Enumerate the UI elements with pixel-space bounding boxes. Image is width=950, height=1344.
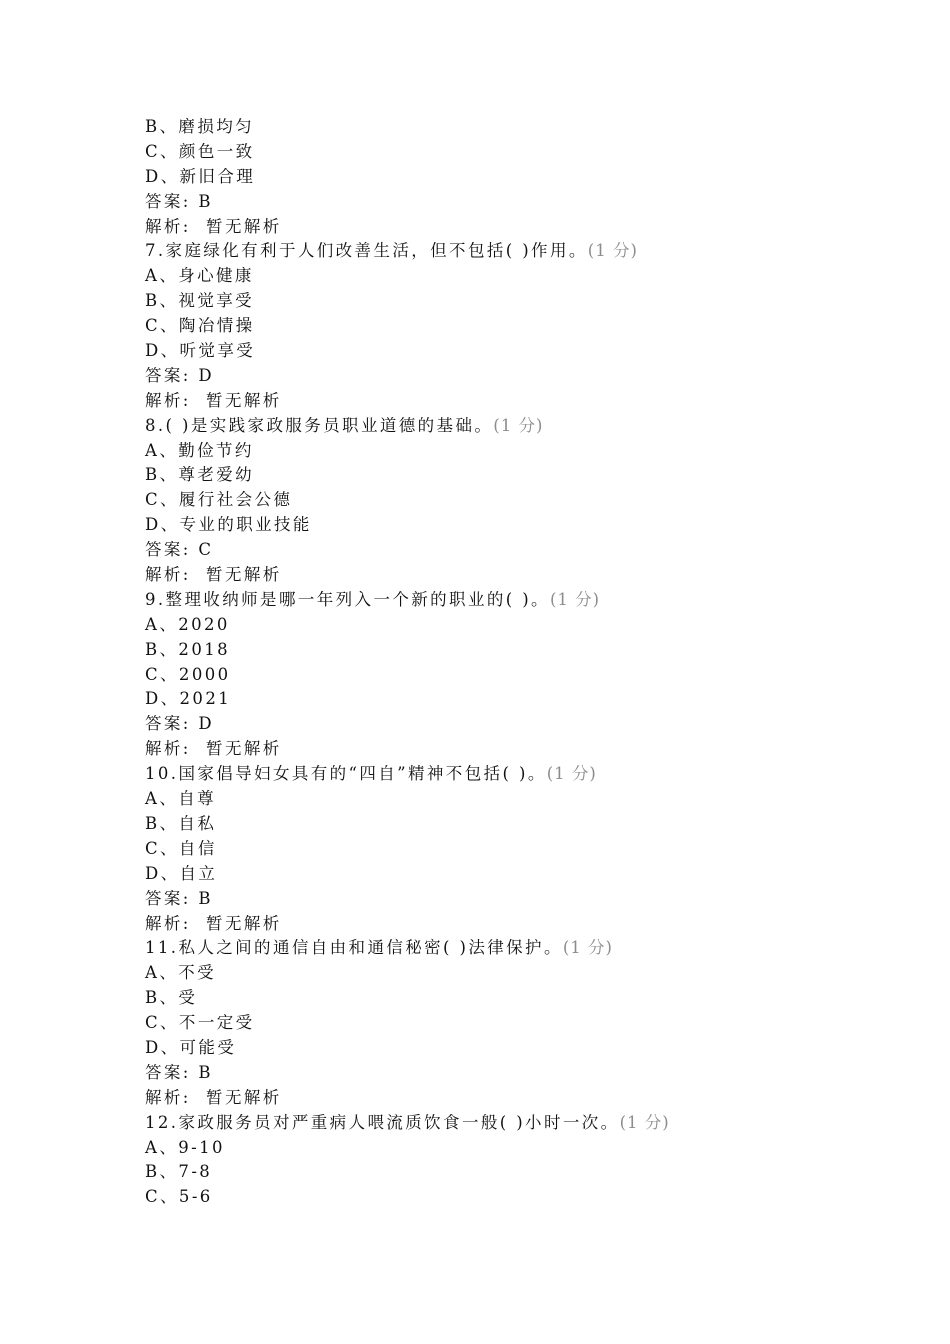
option-item [145,339,905,364]
option-item [145,165,905,190]
score-label: (1 分) [493,415,544,435]
option-item [145,264,905,289]
analysis-line-text: 解析: 暂无解析 [145,390,282,410]
option-item [145,513,905,538]
answer-line-text: 答案: C [145,540,214,560]
analysis-line-text: 解析: 暂无解析 [145,913,282,933]
analysis-line-text: 解析: 暂无解析 [145,739,282,759]
option-item [145,613,905,638]
option-item-text: A、自尊 [145,789,217,809]
option-item-text: C、2000 [145,664,231,684]
option-item-text: B、2018 [145,639,231,659]
question-text-text: 11.私人之间的通信自由和通信秘密( )法律保护。 [145,938,563,958]
option-item-text: A、2020 [145,614,230,634]
option-item-text: B、自私 [145,813,217,833]
option-item-text: B、尊老爱幼 [145,465,255,485]
exam-page [145,115,905,1210]
analysis-line [145,389,905,414]
analysis-line-text: 解析: 暂无解析 [145,565,282,585]
answer-line [145,1061,905,1086]
answer-line [145,887,905,912]
option-item [145,1160,905,1185]
option-item-text: B、视觉享受 [145,291,255,311]
option-item [145,140,905,165]
option-item [145,787,905,812]
option-item-text: C、履行社会公德 [145,490,293,510]
question-text [145,936,905,961]
analysis-line [145,215,905,240]
analysis-line [145,912,905,937]
option-item [145,663,905,688]
analysis-line [145,1086,905,1111]
answer-line-text: 答案: D [145,365,215,385]
answer-line [145,712,905,737]
option-item-text: A、9-10 [145,1137,225,1157]
option-item-text: B、磨损均匀 [145,117,255,136]
option-item [145,314,905,339]
option-item-text: B、7-8 [145,1162,213,1182]
question-text-text: 7.家庭绿化有利于人们改善生活，但不包括( )作用。 [145,241,588,261]
analysis-line-text: 解析: 暂无解析 [145,216,282,236]
question-text [145,588,905,613]
option-item-text: D、专业的职业技能 [145,515,312,535]
analysis-line-text: 解析: 暂无解析 [145,1087,282,1107]
question-text-text: 12.家政服务员对严重病人喂流质饮食一般( )小时一次。 [145,1112,620,1132]
option-item [145,1136,905,1161]
question-text [145,239,905,264]
option-item [145,812,905,837]
option-item-text: A、不受 [145,963,217,983]
option-item-text: A、身心健康 [145,266,254,286]
option-item [145,439,905,464]
question-text-text: 8.( )是实践家政服务员职业道德的基础。 [145,415,494,435]
question-text-text: 10.国家倡导妇女具有的“四自”精神不包括( )。 [145,764,547,784]
option-item-text: C、自信 [145,838,217,858]
score-label: (1 分) [562,938,613,958]
answer-line [145,364,905,389]
answer-line-text: 答案: B [145,191,213,211]
option-item-text: D、2021 [145,689,232,709]
option-item-text: C、陶冶情操 [145,316,255,336]
score-label: (1 分) [619,1112,670,1132]
option-item-text: D、可能受 [145,1037,237,1057]
option-item-text: B、受 [145,988,198,1008]
option-item [145,115,905,140]
answer-line [145,190,905,215]
option-item [145,488,905,513]
score-label: (1 分) [549,589,601,609]
option-item-text: C、颜色一致 [145,141,255,161]
option-item [145,1011,905,1036]
answer-line-text: 答案: D [145,714,215,734]
analysis-line [145,737,905,762]
question-text [145,1111,905,1136]
question-text [145,414,905,439]
option-item [145,837,905,862]
option-item [145,862,905,887]
score-label: (1 分) [587,241,638,261]
analysis-line [145,563,905,588]
option-item-text: C、5-6 [145,1187,213,1207]
option-item [145,638,905,663]
option-item [145,289,905,314]
option-item-text: D、自立 [145,863,218,883]
answer-line [145,538,905,563]
answer-line-text: 答案: B [145,888,213,908]
answer-line-text: 答案: B [145,1062,213,1082]
option-item [145,986,905,1011]
question-text-text: 9.整理收纳师是哪一年列入一个新的职业的( )。 [145,589,550,609]
option-item-text: D、新旧合理 [145,166,256,186]
option-item-text: A、勤俭节约 [145,440,254,460]
option-item [145,1036,905,1061]
score-label: (1 分) [546,764,597,784]
question-text [145,762,905,787]
option-item [145,1185,905,1210]
option-item-text: C、不一定受 [145,1013,255,1033]
option-item [145,961,905,986]
option-item [145,687,905,712]
option-item-text: D、听觉享受 [145,341,256,361]
option-item [145,463,905,488]
